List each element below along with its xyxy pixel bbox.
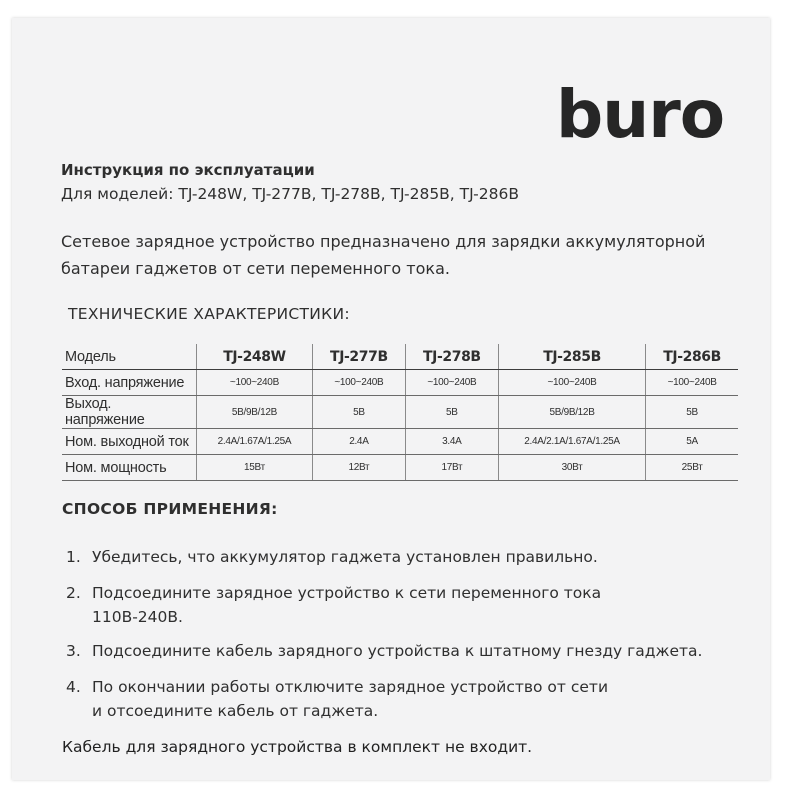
table-cell: 12Вт bbox=[312, 455, 405, 481]
step-text: По окончании работы отключите зарядное устройство от сети bbox=[92, 678, 609, 696]
table-cell: 5В bbox=[312, 396, 405, 429]
row-label: Выход. напряжение bbox=[62, 396, 197, 429]
table-cell: 17Вт bbox=[405, 455, 498, 481]
usage-heading: СПОСОБ ПРИМЕНЕНИЯ: bbox=[62, 500, 278, 518]
table-cell: 30Вт bbox=[498, 455, 645, 481]
row-label: Ном. выходной ток bbox=[62, 429, 197, 455]
table-row bbox=[62, 370, 738, 396]
step-number: 1. bbox=[66, 548, 81, 566]
list-item bbox=[62, 545, 742, 569]
table-cell: 25Вт bbox=[646, 455, 738, 481]
table-cell: 5В/9В/12В bbox=[197, 396, 313, 429]
specs-header-col: TJ-286B bbox=[646, 344, 738, 370]
step-number: 4. bbox=[66, 678, 81, 696]
table-cell: 2.4А/2.1А/1.67А/1.25А bbox=[498, 429, 645, 455]
step-number: 3. bbox=[66, 642, 81, 660]
table-cell: ~100~240В bbox=[405, 370, 498, 396]
table-cell: ~100~240В bbox=[646, 370, 738, 396]
specs-header-model: Модель bbox=[62, 344, 197, 370]
document-title: Инструкция по эксплуатации bbox=[61, 161, 315, 179]
row-label: Ном. мощность bbox=[62, 455, 197, 481]
models-line: Для моделей: TJ-248W, TJ-277B, TJ-278B, TJ-285B, TJ-286B bbox=[61, 185, 519, 203]
table-cell: 5В/9В/12В bbox=[498, 396, 645, 429]
table-cell: 5В bbox=[646, 396, 738, 429]
step-text: Подсоедините зарядное устройство к сети переменного тока bbox=[92, 584, 602, 602]
list-item bbox=[62, 675, 742, 723]
table-row bbox=[62, 455, 738, 481]
step-text-continued: 110В-240В. bbox=[92, 608, 183, 626]
row-label: Вход. напряжение bbox=[62, 370, 197, 396]
instruction-sheet bbox=[12, 18, 770, 780]
table-cell: 5А bbox=[646, 429, 738, 455]
step-text: Подсоедините кабель зарядного устройства к штатному гнезду гаджета. bbox=[92, 642, 703, 660]
specs-header-row bbox=[62, 344, 738, 370]
table-cell: 15Вт bbox=[197, 455, 313, 481]
table-cell: 3.4А bbox=[405, 429, 498, 455]
intro-line-1: Сетевое зарядное устройство предназначено для зарядки аккумуляторной bbox=[61, 232, 706, 251]
list-item bbox=[62, 581, 742, 629]
cable-footnote: Кабель для зарядного устройства в комплект не входит. bbox=[62, 738, 533, 756]
table-cell: 2.4А/1.67А/1.25А bbox=[197, 429, 313, 455]
intro-line-2: батареи гаджетов от сети переменного тока. bbox=[61, 259, 450, 278]
specs-header-col: TJ-248W bbox=[197, 344, 313, 370]
buro-logo: buro bbox=[556, 76, 725, 153]
step-number: 2. bbox=[66, 584, 81, 602]
step-text-continued: и отсоедините кабель от гаджета. bbox=[92, 702, 379, 720]
table-cell: ~100~240В bbox=[312, 370, 405, 396]
specs-heading: ТЕХНИЧЕСКИЕ ХАРАКТЕРИСТИКИ: bbox=[68, 305, 350, 323]
table-row bbox=[62, 396, 738, 429]
step-text: Убедитесь, что аккумулятор гаджета установлен правильно. bbox=[92, 548, 598, 566]
specs-table bbox=[62, 344, 738, 481]
list-item bbox=[62, 639, 742, 663]
intro-paragraph bbox=[61, 228, 751, 282]
table-cell: ~100~240В bbox=[498, 370, 645, 396]
table-row bbox=[62, 429, 738, 455]
specs-header-col: TJ-285B bbox=[498, 344, 645, 370]
table-cell: 5В bbox=[405, 396, 498, 429]
table-cell: ~100~240В bbox=[197, 370, 313, 396]
specs-header-col: TJ-277B bbox=[312, 344, 405, 370]
usage-steps-list bbox=[62, 545, 742, 723]
specs-header-col: TJ-278B bbox=[405, 344, 498, 370]
table-cell: 2.4А bbox=[312, 429, 405, 455]
